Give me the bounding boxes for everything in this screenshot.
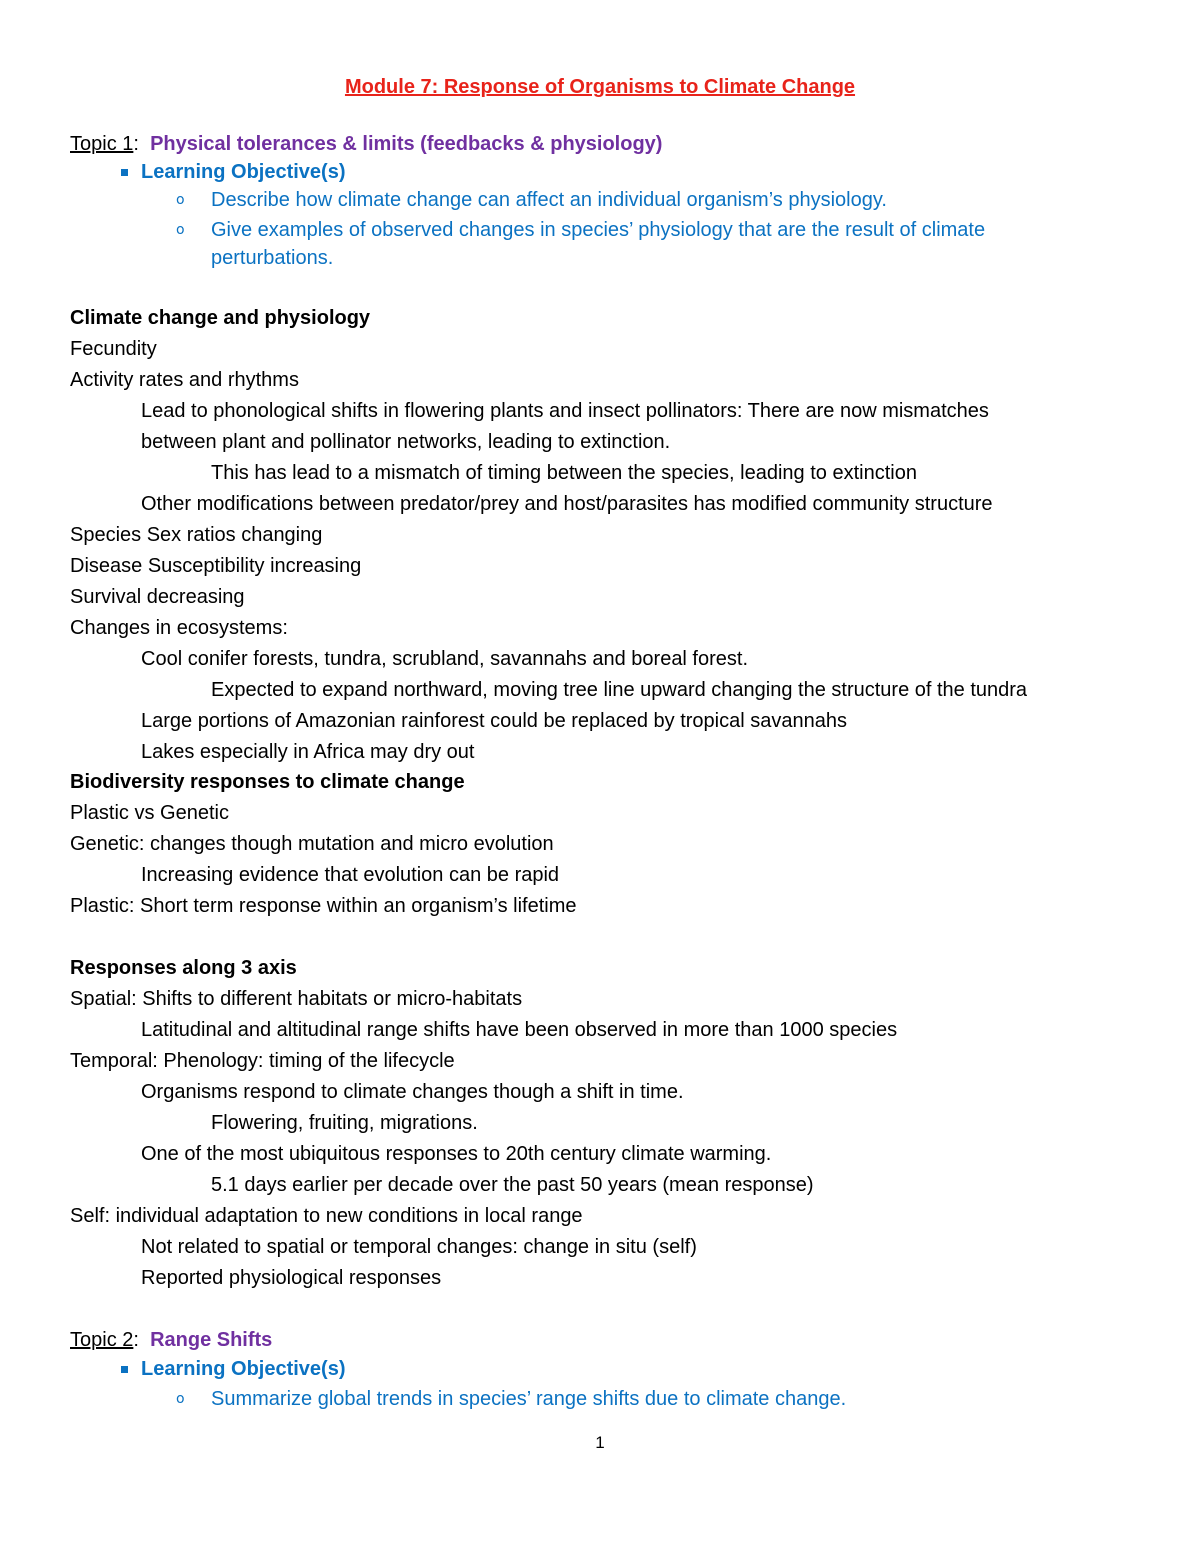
- topic-1-objective-header: Learning Objective(s): [141, 161, 346, 183]
- topic-2-objective-1: Summarize global trends in species’ range shifts due to climate change.: [211, 1388, 847, 1410]
- circle-bullet-icon: o: [176, 222, 185, 238]
- note-line: Temporal: Phenology: timing of the lifecycle: [70, 1050, 455, 1072]
- note-line: Other modifications between predator/prey and host/parasites has modified community structure: [141, 493, 993, 515]
- circle-bullet-icon: o: [176, 192, 185, 208]
- note-line: between plant and pollinator networks, leading to extinction.: [141, 431, 671, 453]
- topic-2-colon: :: [133, 1329, 139, 1351]
- note-line: Large portions of Amazonian rainforest could be replaced by tropical savannahs: [141, 710, 847, 732]
- note-line: Genetic: changes though mutation and micro evolution: [70, 833, 554, 855]
- note-line: Organisms respond to climate changes though a shift in time.: [141, 1081, 684, 1103]
- section-heading-biodiversity: Biodiversity responses to climate change: [70, 771, 465, 793]
- note-line: Survival decreasing: [70, 586, 245, 608]
- topic-1-colon: :: [133, 133, 139, 155]
- note-line: 5.1 days earlier per decade over the past 50 years (mean response): [211, 1174, 814, 1196]
- note-line: Reported physiological responses: [141, 1267, 442, 1289]
- note-line: Self: individual adaptation to new conditions in local range: [70, 1205, 583, 1227]
- note-line: Cool conifer forests, tundra, scrubland, savannahs and boreal forest.: [141, 648, 749, 670]
- topic-1-objective-2-cont: perturbations.: [211, 247, 334, 269]
- note-line: Fecundity: [70, 338, 157, 360]
- page-number: 1: [595, 1433, 605, 1452]
- topic-1-objective-1: Describe how climate change can affect an individual organism’s physiology.: [211, 189, 887, 211]
- topic-1-objective-2: Give examples of observed changes in species’ physiology that are the result of climate: [211, 219, 986, 241]
- square-bullet-icon: [121, 169, 128, 176]
- topic-1-heading: [70, 132, 662, 156]
- topic-2-name: Range Shifts: [150, 1329, 273, 1351]
- section-heading-climate-physiology: Climate change and physiology: [70, 307, 371, 329]
- note-line: Plastic: Short term response within an organism’s lifetime: [70, 895, 577, 917]
- square-bullet-icon: [121, 1366, 128, 1373]
- note-line: Activity rates and rhythms: [70, 369, 299, 391]
- page-title: Module 7: Response of Organisms to Climate Change: [344, 76, 856, 98]
- topic-2-objective-header: Learning Objective(s): [141, 1358, 346, 1380]
- note-line: Flowering, fruiting, migrations.: [211, 1112, 478, 1134]
- note-line: Species Sex ratios changing: [70, 524, 323, 546]
- topic-1-name: Physical tolerances & limits (feedbacks & physiology): [150, 133, 663, 155]
- note-line: Changes in ecosystems:: [70, 617, 288, 639]
- topic-1-label: Topic 1: [70, 133, 134, 155]
- note-line: Lakes especially in Africa may dry out: [141, 741, 475, 763]
- circle-bullet-icon: o: [176, 1391, 185, 1407]
- note-line: Lead to phonological shifts in flowering plants and insect pollinators: There are now mismatches: [141, 400, 989, 422]
- note-line: Spatial: Shifts to different habitats or micro-habitats: [70, 988, 523, 1010]
- note-line: Not related to spatial or temporal changes: change in situ (self): [141, 1236, 697, 1258]
- note-line: Plastic vs Genetic: [70, 802, 229, 824]
- topic-2-heading: [70, 1328, 272, 1352]
- note-line: Increasing evidence that evolution can be rapid: [141, 864, 560, 886]
- note-line: Disease Susceptibility increasing: [70, 555, 362, 577]
- note-line: One of the most ubiquitous responses to 20th century climate warming.: [141, 1143, 772, 1165]
- section-heading-responses: Responses along 3 axis: [70, 957, 297, 979]
- note-line: Latitudinal and altitudinal range shifts have been observed in more than 1000 species: [141, 1019, 898, 1041]
- note-line: This has lead to a mismatch of timing between the species, leading to extinction: [211, 462, 917, 484]
- topic-2-label: Topic 2: [70, 1329, 134, 1351]
- note-line: Expected to expand northward, moving tree line upward changing the structure of the tundra: [211, 679, 1028, 701]
